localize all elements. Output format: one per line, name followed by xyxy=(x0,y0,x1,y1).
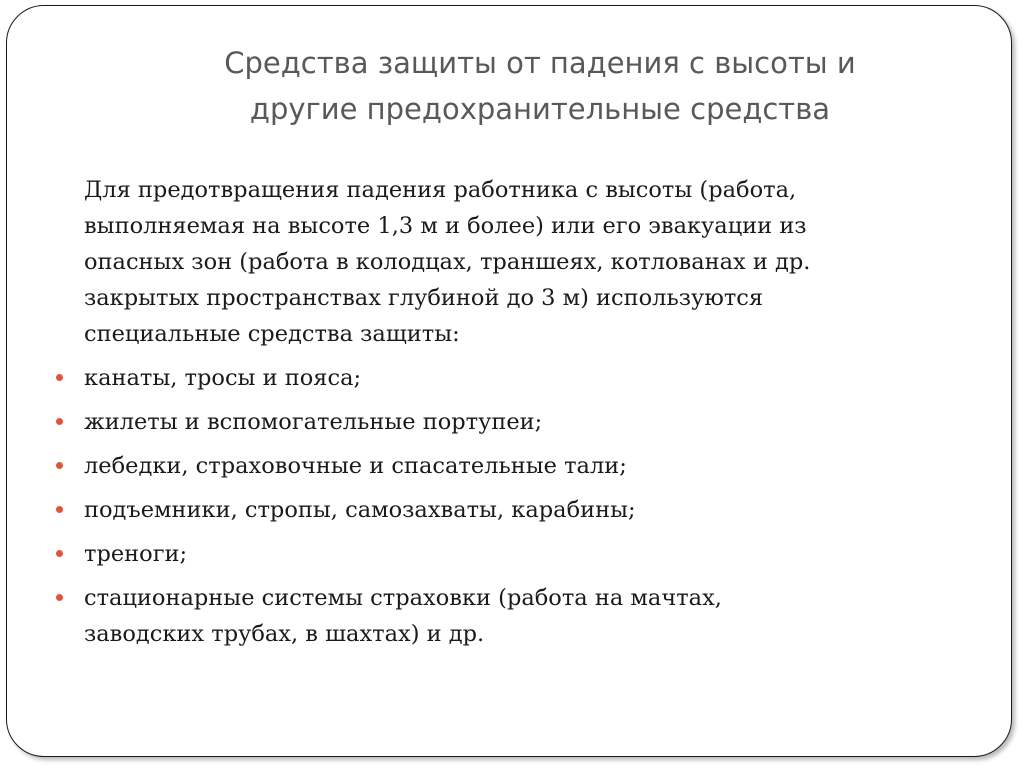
slide-title xyxy=(100,40,980,132)
list-item xyxy=(56,492,956,528)
list-item xyxy=(56,404,956,440)
bullet-text: заводских трубах, в шахтах) и др. xyxy=(84,621,485,647)
intro-line: выполняемая на высоте 1,3 м и более) или его эвакуации из xyxy=(84,213,807,239)
list-item xyxy=(56,580,956,652)
title-line: другие предохранительные средства xyxy=(249,92,831,126)
bullet-dot-icon xyxy=(56,374,63,381)
intro-line: закрытых пространствах глубиной до 3 м) используются xyxy=(84,285,764,311)
list-item xyxy=(56,536,956,572)
bullet-dot-icon xyxy=(56,594,63,601)
bullet-dot-icon xyxy=(56,462,63,469)
intro-line: Для предотвращения падения работника с высоты (работа, xyxy=(84,177,797,203)
bullet-dot-icon xyxy=(56,418,63,425)
title-line: Средства защиты от падения с высоты и xyxy=(224,46,856,80)
intro-line: специальные средства защиты: xyxy=(84,321,460,347)
bullet-text: треноги; xyxy=(84,541,188,567)
slide-body xyxy=(56,172,956,660)
bullet-text: жилеты и вспомогательные портупеи; xyxy=(84,409,543,435)
bullet-dot-icon xyxy=(56,550,63,557)
bullet-text: канаты, тросы и пояса; xyxy=(84,365,362,391)
bullet-text: подъемники, стропы, самозахваты, карабины; xyxy=(84,497,636,523)
intro-line: опасных зон (работа в колодцах, траншеях, котлованах и др. xyxy=(84,249,811,275)
intro-paragraph xyxy=(84,172,956,352)
list-item xyxy=(56,448,956,484)
list-item xyxy=(56,360,956,396)
bullet-text: лебедки, страховочные и спасательные тали; xyxy=(84,453,627,479)
bullet-dot-icon xyxy=(56,506,63,513)
bullet-list xyxy=(56,360,956,652)
bullet-text: стационарные системы страховки (работа на мачтах, xyxy=(84,585,722,611)
